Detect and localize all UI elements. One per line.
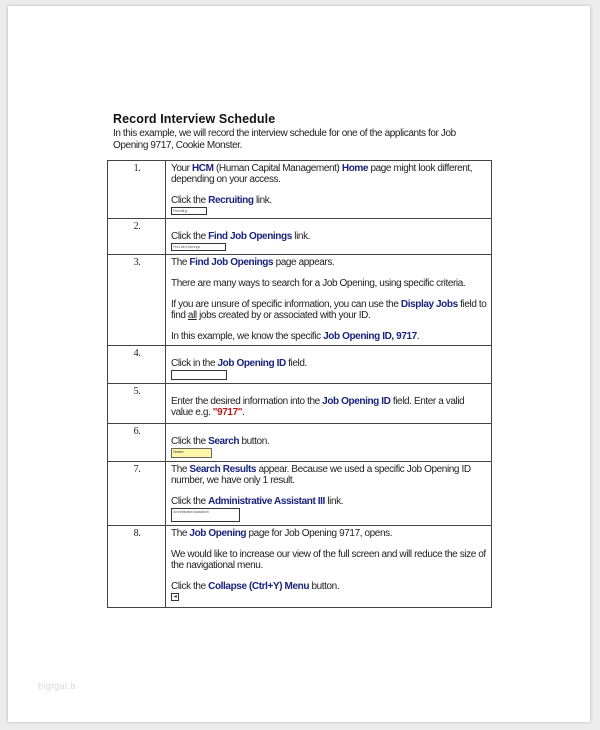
step-row-1 [108, 161, 492, 219]
step-row-8 [108, 526, 492, 608]
step-text: Your HCM (Human Capital Management) Home page might look different, depending on your access. [171, 163, 473, 185]
steps-table [107, 160, 492, 608]
step-text: The Search Results appear. Because we used a specific Job Opening ID number, we have only 1 result. [171, 464, 471, 486]
find-job-openings-link-thumbnail[interactable]: Find Job Openings [171, 243, 226, 251]
step-instruction: Enter the desired information into the Job Opening ID field. Enter a valid value e.g. "9717". [171, 396, 465, 418]
step-text: The Job Opening page for Job Opening 9717, opens. [171, 528, 393, 539]
step-content [166, 424, 492, 462]
job-opening-id-field-thumbnail[interactable] [171, 370, 227, 380]
collapse-menu-icon[interactable]: ◂ [171, 593, 179, 601]
step-row-2 [108, 219, 492, 255]
search-button-thumbnail[interactable]: Search [171, 448, 212, 458]
step-number: 4. [108, 346, 166, 384]
step-content [166, 526, 492, 608]
step-number: 6. [108, 424, 166, 462]
step-number: 1. [108, 161, 166, 219]
step-instruction: Click the Search button. [171, 436, 270, 447]
step-row-3 [108, 255, 492, 346]
step-instruction: Click the Administrative Assistant III link. [171, 496, 344, 507]
step-content [166, 346, 492, 384]
step-number: 2. [108, 219, 166, 255]
recruiting-link-thumbnail[interactable]: Recruiting [171, 207, 207, 215]
step-instruction: Click the Collapse (Ctrl+Y) Menu button. [171, 581, 340, 592]
step-text: The Find Job Openings page appears. [171, 257, 335, 268]
step-number: 5. [108, 384, 166, 424]
step-text: There are many ways to search for a Job Opening, using specific criteria. [171, 278, 466, 289]
step-text: If you are unsure of specific information, you can use the Display Jobs field to find all jobs created by or associated with your ID. [171, 299, 487, 321]
watermark: bigigai.b [38, 681, 77, 691]
step-row-5 [108, 384, 492, 424]
step-content [166, 384, 492, 424]
administrative-assistant-link-thumbnail[interactable]: Administrative Assistant III [171, 508, 240, 522]
step-row-7 [108, 462, 492, 526]
step-number: 3. [108, 255, 166, 346]
document-intro: In this example, we will record the interview schedule for one of the applicants for Job Opening 9717, Cookie Monster. [113, 128, 456, 151]
step-content [166, 255, 492, 346]
step-number: 7. [108, 462, 166, 526]
step-content [166, 462, 492, 526]
step-row-6 [108, 424, 492, 462]
step-row-4 [108, 346, 492, 384]
step-number: 8. [108, 526, 166, 608]
step-text: In this example, we know the specific Job Opening ID, 9717. [171, 331, 420, 342]
step-content [166, 161, 492, 219]
step-text: We would like to increase our view of the full screen and will reduce the size of the navigational menu. [171, 549, 486, 571]
step-instruction: Click in the Job Opening ID field. [171, 358, 307, 369]
document-title: Record Interview Schedule [113, 112, 276, 126]
step-content [166, 219, 492, 255]
step-instruction: Click the Find Job Openings link. [171, 231, 311, 242]
step-instruction: Click the Recruiting link. [171, 195, 272, 206]
